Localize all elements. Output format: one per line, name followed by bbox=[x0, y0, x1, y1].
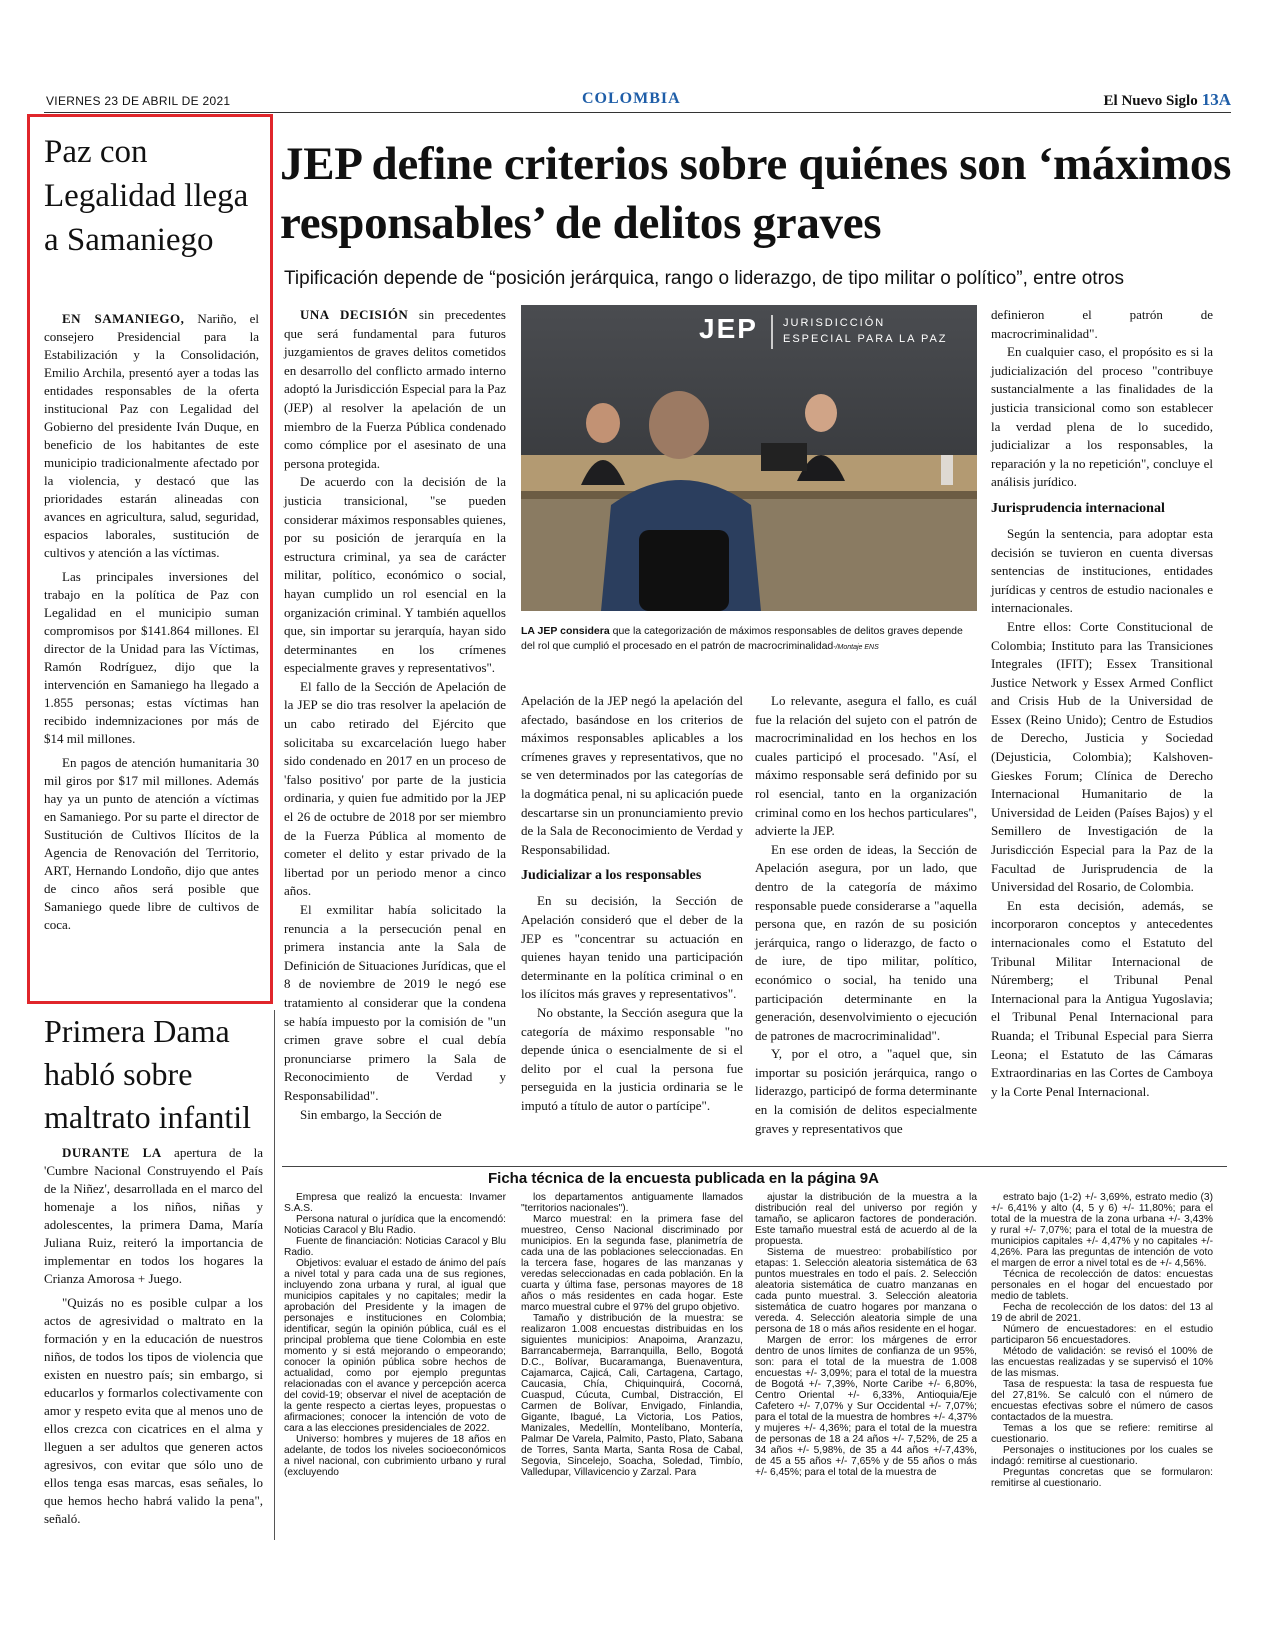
header-rule bbox=[44, 112, 1231, 113]
col1-p3: El fallo de la Sección de Apelación de la JEP se dio tras resolver la apelación de un cabo retirado del Ejército que solicitaba su excarcelación luego haber sido condenado en 2017 en un proceso de 'falso positivo' por parte de la justicia ordinaria, y quien fue admitido por la JEP el 26 de octubre de 2018 por ser miembro de la Fuerza Pública al momento de cometer el delito y estar privado de la libertad por un periodo menor a cinco años. bbox=[284, 678, 506, 899]
col1-p5: Sin embargo, la Sección de bbox=[300, 1106, 442, 1122]
article-column-3 bbox=[755, 692, 977, 1138]
col3-p2: En ese orden de ideas, la Sección de Apelación asegura, por un lado, que dentro de la categoría de máximo responsable puede considerarse a "aquella persona que, en razón de su posición jerárquica, rango o liderazgo, de facto o de iure, de tipo militar, político, económico o social, ha tenido una participación determinante en la generación, desenvolvimiento o ejecución de patrones de macrocriminalidad". bbox=[755, 841, 977, 1043]
sidebar-story1-title: Paz con Legalidad llega a Samaniego bbox=[44, 134, 249, 258]
subheading-jurisprudencia: Jurisprudencia internacional bbox=[991, 500, 1165, 516]
article-column-4 bbox=[991, 306, 1213, 1101]
ficha-c4-item: Método de validación: se revisó el 100% de las encuestas realizadas y se supervisó el 10% de las mismas. bbox=[991, 1346, 1213, 1379]
sidebar-story2-body bbox=[44, 1144, 263, 1534]
sign-text-line2: ESPECIAL PARA LA PAZ bbox=[783, 333, 948, 345]
brand-name: El Nuevo Siglo bbox=[1103, 93, 1198, 109]
sidebar-story1-p3: En pagos de atención humanitaria 30 mil giros por $17 mil millones. Además hay ya un punto de atención a víctimas en Samaniego. Por su parte el director de Sustitución de Cultivos Ilícitos de la Agencia de Renovación del Territorio, ART, Hernando Londoño, dijo que antes de cinco años será posible que Samaniego quede libre de cultivos de coca. bbox=[44, 755, 259, 932]
col4-p2: En cualquier caso, el propósito es si la judicialización del proceso "contribuye sustancialmente a las finalidades de la justicia transicional como son establecer la verdad plena de lo sucedido, judicializar a los responsables, la reparación y la no repetición", concluye el análisis jurídico. bbox=[991, 344, 1213, 490]
sign-text bbox=[783, 315, 948, 347]
sidebar-story2-lead: DURANTE LA bbox=[62, 1145, 162, 1160]
sidebar-story1-body bbox=[44, 310, 259, 940]
sign-text-line1: JURISDICCIÓN bbox=[783, 317, 886, 329]
caption-credit: -/Montaje ENS bbox=[833, 644, 879, 651]
photo-caption bbox=[521, 624, 971, 655]
ficha-column-1 bbox=[284, 1192, 506, 1478]
edition-date: VIERNES 23 DE ABRIL DE 2021 bbox=[46, 94, 231, 108]
col2-p2: En su decisión, la Sección de Apelación consideró que el deber de la JEP es "concentrar su actuación en quienes hayan tenido una participación determinante en la política criminal o en los ilícitos más graves y representativos". bbox=[521, 893, 743, 1002]
article-column-2 bbox=[521, 692, 743, 1115]
ficha-c4-item: Técnica de recolección de datos: encuestas personales en el hogar del encuestado por medio de tablets. bbox=[991, 1269, 1213, 1302]
ficha-top-rule bbox=[282, 1166, 1227, 1167]
page-number: 13A bbox=[1201, 90, 1231, 109]
ficha-column-2 bbox=[521, 1192, 743, 1478]
newspaper-brand bbox=[1104, 90, 1231, 110]
ficha-c4-item: estrato bajo (1-2) +/- 3,69%, estrato medio (3) +/- 6,41% y alto (4, 5 y 6) +/- 11,80%; para el total de la muestra de la zona urbana +/- 3,43% y rural +/- 7,07%; para el total de la muestra de municipios capitales +/- 4,47% y no capitales +/- 4,26%. Para las preguntas de intención de voto el margen de error a nivel total es de +/- 4,56%. bbox=[991, 1192, 1213, 1269]
ficha-c3-item: Margen de error: los márgenes de error dentro de unos límites de confianza de un 95%, son: para el total de la muestra de 1.008 encuestas +/- 3,09%; para el total de la muestra de Bogotá +/- 7,39%, Norte Caribe +/- 6,80%, Centro Oriental +/- 6,33%, Antioquia/Eje Cafetero +/- 7,07% y Sur Occidental +/- 7,07%; para el total de la muestra de hombres +/- 4,37% y mujeres +/- 4,36%; para el total de la muestra de personas de 18 a 24 años +/- 7,52%, de 25 a 34 años +/- 5,98%, de 35 a 44 años +/-7,43%, de 45 a 55 años +/- 7,65% y de 55 años o más +/- 6,45%; para el total de la muestra de bbox=[755, 1335, 977, 1478]
col2-p1: Apelación de la JEP negó la apelación del afectado, basándose en los criterios de máximos responsables aplicables a los crímenes graves y representativos, que no se ven determinados por las categorías de la dogmática penal, ni su aplicación puede descartarse sin un pronunciamiento previo de la Sala de Reconocimiento de Verdad y Responsabilidad. bbox=[521, 693, 743, 857]
ficha-title: Ficha técnica de la encuesta publicada en la página 9A bbox=[488, 1170, 879, 1187]
courtroom-illustration bbox=[521, 305, 977, 611]
col4-p1: definieron el patrón de macrocriminalidad". bbox=[991, 307, 1213, 341]
sidebar-story1-lead: EN SAMANIEGO, bbox=[62, 311, 185, 326]
ficha-c1-item: Universo: hombres y mujeres de 18 años en adelante, de todos los niveles socioeconómicos a nivel nacional, con cubrimiento urbano y rural (excluyendo bbox=[284, 1434, 506, 1478]
ficha-c1-item: Persona natural o jurídica que la encomendó: Noticias Caracol y Blu Radio. bbox=[284, 1214, 506, 1236]
ficha-c2-item: Marco muestral: en la primera fase del muestreo, Censo Nacional discriminado por municipios. En la segunda fase, planimetría de cada una de las poblaciones seleccionadas. En la tercera fase, hogares de las manzanas y veredas seleccionadas en cada población. En la cuarta y última fase, personas mayores de 18 años o más residentes en cada hogar. Este marco muestral cubre el 97% del grupo objetivo. bbox=[521, 1214, 743, 1313]
ficha-c3-item: Sistema de muestreo: probabilístico por etapas: 1. Selección aleatoria sistemática de 63 puntos muestrales en todo el país. 2. Selección aleatoria sistemática de cuatro manzanas en cada punto muestral. 3. Selección aleatoria sistemática de cuatro hogares por manzana o vereda. 4. Selección aleatoria simple de una persona de 18 o más años residente en el hogar. bbox=[755, 1247, 977, 1335]
col1-p4: El exmilitar había solicitado la renuncia a la persecución penal en primera instancia ante la Sala de Definición de Situaciones Jurídicas, que el 8 de noviembre de 2019 le negó ese tratamiento al considerar que la condena se había impuesto por la comisión de "un crimen grave sobre el cual debía pronunciarse primero la Sala de Reconocimiento de Verdad y Responsabilidad". bbox=[284, 902, 506, 1103]
sidebar-story2-title: Primera Dama habló sobre maltrato infantil bbox=[44, 1013, 252, 1135]
col3-p1: Lo relevante, asegura el fallo, es cuál fue la relación del sujeto con el patrón de macrocriminalidad en los hechos en los cuales participó el procesado. "Así, el máximo responsable será definido por su rol esencial, tanto en la organización criminal como en los hechos particulares", advierte la JEP. bbox=[755, 693, 977, 839]
ficha-c4-item: Personajes o instituciones por los cuales se indagó: remitirse al cuestionario. bbox=[991, 1445, 1213, 1467]
col4-p4: Entre ellos: Corte Constitucional de Colombia; Instituto para las Transiciones Integrales (IFIT); Essex Transitional Justice Network y Essex Armed Conflict and Crisis Hub de la Universidad de Essex (Reino Unido); Centro de Estudios de Derecho, Justicia y Sociedad (Dejusticia, Colombia); Kalshoven-Gieskes Forum; Clínica de Derecho Internacional Humanitario de la Universidad de Leiden (Países Bajos) y el Semillero de Investigación de la Jurisdicción Especial para la Paz de la Facultad de Jurisprudencia de la Universidad del Rosario, de Colombia. bbox=[991, 618, 1213, 895]
ficha-c4-item: Preguntas concretas que se formularon: remitirse al cuestionario. bbox=[991, 1467, 1213, 1489]
column-divider bbox=[274, 1010, 275, 1540]
sidebar-story1-p2: Las principales inversiones del trabajo en la política de Paz con Legalidad en el municipio suman compromisos por $141.864 millones. El director de la Unidad para las Víctimas, Ramón Rodríguez, dijo que la intervención en Samaniego ha llegado a 1.855 personas; estas víctimas han recibido indemnizaciones por más de $14 mil millones. bbox=[44, 569, 259, 746]
main-subhead: Tipificación depende de “posición jerárquica, rango o liderazgo, de tipo militar o político”, entre otros bbox=[284, 268, 1124, 289]
col1-p1: sin precedentes que será fundamental para futuros juzgamientos de graves delitos cometidos en desarrollo del conflicto armado interno adoptó la Jurisdicción Especial para la Paz (JEP) al resolver la apelación de un miembro de la Fuerza Pública condenado como cómplice por el asesinato de una persona protegida. bbox=[284, 307, 506, 471]
subheading-judicializar: Judicializar a los responsables bbox=[521, 868, 702, 884]
col2-p3: No obstante, la Sección asegura que la categoría de máximo responsable "no depende única o esencialmente de si el delito por el cual la persona fue perseguida en la justicia ordinaria se le imputó a título de autor o partícipe". bbox=[521, 1004, 743, 1113]
col1-p2: De acuerdo con la decisión de la justicia transicional, "se pueden considerar máximos responsables quienes, por su posición de jerarquía en la estructura criminal, ya sea de carácter militar, político, económico o social, hayan cumplido un rol esencial en la organización criminal. Y también aquellos que, sin importar su jerarquía, hayan sido determinantes en los crímenes especialmente graves y representativos". bbox=[284, 474, 506, 676]
col4-p5: En esta decisión, además, se incorporaron conceptos y antecedentes internacionales como el Estatuto del Tribunal Militar Internacional de Núremberg; el Tribunal Penal Internacional para la Antigua Yugoslavia; el Tribunal Penal Internacional para Ruanda; el Tribunal Especial para Sierra Leona; el Estatuto de las Cámaras Extraordinarias en las Cortes de Camboya y la Corte Penal Internacional. bbox=[991, 897, 1213, 1099]
ficha-c1-item: Empresa que realizó la encuesta: Invamer S.A.S. bbox=[284, 1192, 506, 1214]
ficha-c2-item: los departamentos antiguamente llamados "territorios nacionales"). bbox=[521, 1192, 743, 1214]
ficha-c4-item: Temas a los que se refiere: remitirse al cuestionario. bbox=[991, 1423, 1213, 1445]
ficha-c3-item: ajustar la distribución de la muestra a la distribución real del universo por región y tamaño, se aplicaron factores de ponderación. Este tamaño muestral está de acuerdo al de la propuesta. bbox=[755, 1192, 977, 1247]
article-column-1 bbox=[284, 306, 506, 1124]
ficha-c1-item: Fuente de financiación: Noticias Caracol y Blu Radio. bbox=[284, 1236, 506, 1258]
section-name: COLOMBIA bbox=[582, 90, 681, 107]
ficha-c4-item: Número de encuestadores: en el estudio participaron 56 encuestadores. bbox=[991, 1324, 1213, 1346]
col3-p3: Y, por el otro, a "aquel que, sin importar su posición jerárquica, rango o liderazgo, participó de forma determinante en la comisión de delitos especialmente graves y representativos que bbox=[755, 1046, 977, 1136]
col4-p3: Según la sentencia, para adoptar esta decisión se tuvieron en cuenta diversas sentencias de instituciones, entidades jurídicas y centros de estudio nacionales e internacionales. bbox=[991, 525, 1213, 616]
main-headline: JEP define criterios sobre quiénes son ‘máximos responsables’ de delitos graves bbox=[280, 138, 1232, 249]
caption-lead: LA JEP considera bbox=[521, 625, 610, 637]
sidebar-story2-p1: apertura de la 'Cumbre Nacional Construyendo el País de la Niñez', desarrollada en el marco del homenaje a los niños, niñas y adolescentes, la primera Dama, María Juliana Ruiz, reiteró la importancia de implementar en todos los hogares la Crianza Amorosa + Juego. bbox=[44, 1145, 264, 1286]
ficha-c1-item: Objetivos: evaluar el estado de ánimo del país a nivel total y para cada una de sus regiones, incluyendo zona urbana y rural, al igual que municipios capitales y no capitales; medir la aprobación del Presidente y la imagen de personajes e instituciones en Colombia; identificar, según la opinión pública, cuál es el principal problema que tiene Colombia en este momento y si está mejorando o empeorando; conocer la opinión pública sobre hechos de actualidad, como por ejemplo preguntas relacionadas con el avance y percepción acerca del covid-19; observar el nivel de aceptación de la gente respecto a ciertas leyes, propuestas o afirmaciones; conocer la intención de voto de cara a las elecciones presidenciales de 2022. bbox=[284, 1258, 506, 1434]
sign-logo: JEP bbox=[699, 313, 758, 344]
ficha-column-3 bbox=[755, 1192, 977, 1478]
hearing-photo bbox=[521, 305, 977, 611]
sidebar-story1-p1: Nariño, el consejero Presidencial para la Estabilización y la Consolidación, Emilio Archila, presentó ayer a todas las entidades responsables de la oferta institucional Paz con Legalidad del Gobierno del presidente Iván Duque, en beneficio de los habitantes de este municipio tradicionalmente afectado por la violencia, y destacó que las prioridades estarán alineadas con avances en agricultura, salud, seguridad, espacios laborales, sustitución de cultivos y atención a las víctimas. bbox=[44, 311, 259, 560]
sidebar-story2-p2: "Quizás no es posible culpar a los actos de agresividad o maltrato en la formación y en la educación de nuestros niños, de todos los tipos de violencia que existen en nuestro país; sin embargo, si educarlos y formarlos colectivamente con amor y respeto evita que al menos uno de ellos crezca con cicatrices en el alma y lleguen a ser adultos que generen actos agresivos, con evitar que sólo uno de ellos tenga esas marcas, esas señales, lo que hemos hecho habrá valido la pena", señaló. bbox=[44, 1295, 263, 1526]
caption-text: que la categorización de máximos responsables de delitos graves depende del rol que cumplió el procesado en el patrón de macrocriminalidad bbox=[521, 625, 963, 652]
article-lead: UNA DECISIÓN bbox=[300, 307, 409, 322]
ficha-c4-item: Tasa de respuesta: la tasa de respuesta fue del 27,81%. Se calculó con el número de encuestas efectivas sobre el número de casos contactados de la muestra. bbox=[991, 1379, 1213, 1423]
ficha-c4-item: Fecha de recolección de los datos: del 13 al 19 de abril de 2021. bbox=[991, 1302, 1213, 1324]
ficha-column-4 bbox=[991, 1192, 1213, 1489]
ficha-c2-item: Tamaño y distribución de la muestra: se realizaron 1.008 encuestas distribuidas en los siguientes municipios: Anapoima, Aranzazu, Barrancabermeja, Barranquilla, Bello, Bogotá D.C., Bolívar, Bucaramanga, Buenaventura, Cajamarca, Cajicá, Cali, Cartagena, Cartago, Caucasia, Chía, Chiquinquirá, Cocorná, Cuaspud, Cúcuta, Cumbal, Distracción, El Carmen de Bolívar, Envigado, Finlandia, Gigante, Ibagué, La Victoria, Los Patios, Manizales, Medellín, Montelíbano, Montería, Palmar De Varela, Palmito, Pasto, Plato, Sabana de Torres, Santa Marta, Santa Rosa de Cabal, Segovia, Sincelejo, Soacha, Soledad, Timbío, Valledupar, Villavicencio y Zarzal. Para bbox=[521, 1313, 743, 1478]
sign-divider bbox=[771, 315, 773, 349]
